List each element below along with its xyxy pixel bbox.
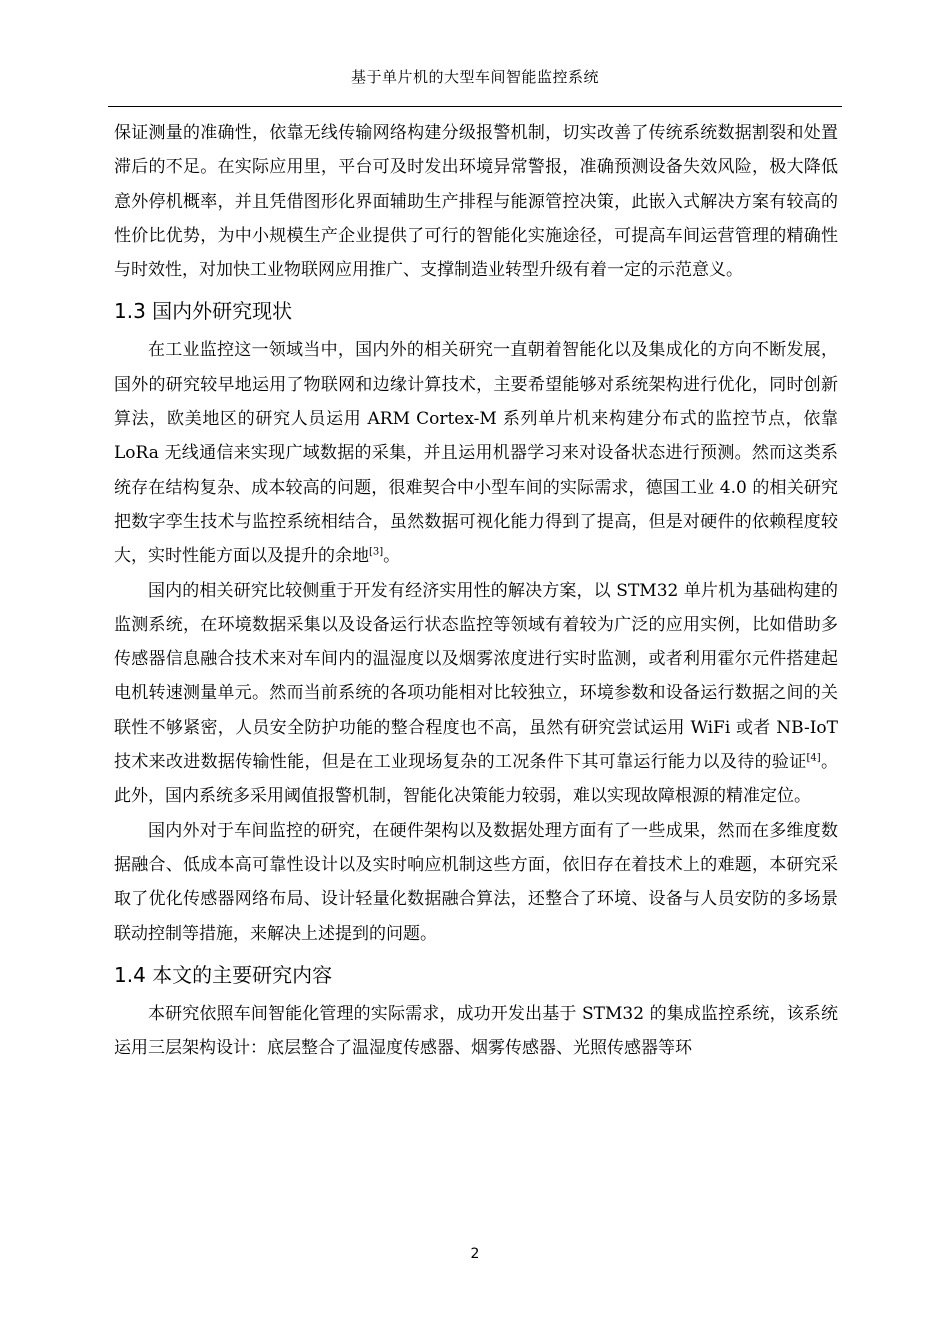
section-heading-1-3: 1.3 国内外研究现状: [114, 299, 293, 324]
paragraph-foreign-research: [114, 333, 838, 573]
paragraph-intro-continued: 保证测量的准确性，依靠无线传输网络构建分级报警机制，切实改善了传统系统数据割裂和处置滞后的不足。在实际应用里，平台可及时发出环境异常警报，准确预测设备失效风险，极大降低意外停机概率，并且凭借图形化界面辅助生产排程与能源管控决策，此嵌入式解决方案有较高的性价比优势，为中小规模生产企业提供了可行的智能化实施途径，可提高车间运营管理的精确性与时效性，对加快工业物联网应用推广、支撑制造业转型升级有着一定的示范意义。: [114, 123, 838, 281]
paragraph-research-summary: 国内外对于车间监控的研究，在硬件架构以及数据处理方面有了一些成果，然而在多维度数据融合、低成本高可靠性设计以及实时响应机制这些方面，依旧存在着技术上的难题，本研究采取了优化传感器网络布局、设计轻量化数据融合算法，还整合了环境、设备与人员安防的多场景联动控制等措施，来解决上述提到的问题。: [114, 820, 838, 944]
header-rule: [108, 106, 842, 107]
paragraph-domestic-research: [114, 574, 838, 814]
section-heading-1-4: 1.4 本文的主要研究内容: [114, 962, 333, 987]
page-number: 2: [470, 1246, 480, 1262]
paragraph-text-end: 。此外，国内系统多采用阈值报警机制，智能化决策能力较弱，难以实现故障根源的精准定位。: [114, 752, 839, 807]
paragraph-text: 在工业监控这一领域当中，国内外的相关研究一直朝着智能化以及集成化的方向不断发展，国外的研究较早地运用了物联网和边缘计算技术，主要希望能够对系统架构进行优化，同时创新算法，欧美地区的研究人员运用 ARM Cortex-M 系列单片机来构建分布式的监控节点，依靠 LoRa 无线通信来实现广域数据的采集，并且运用机器学习来对设备状态进行预测。然而这类系统存在结构复杂、成本较高的问题，很难契合中小型车间的实际需求，德国工业 4.0 的相关研究把数字孪生技术与监控系统相结合，虽然数据可视化能力得到了提高，但是对硬件的依赖程度较大，实时性能方面以及提升的余地: [114, 340, 838, 567]
paragraph-main-content: 本研究依照车间智能化管理的实际需求，成功开发出基于 STM32 的集成监控系统，该系统运用三层架构设计：底层整合了温湿度传感器、烟雾传感器、光照传感器等环: [114, 1003, 838, 1059]
page-body: [114, 116, 838, 1065]
paragraph-text: 国内的相关研究比较侧重于开发有经济实用性的解决方案，以 STM32 单片机为基础构建的监测系统，在环境数据采集以及设备运行状态监控等领域有着较为广泛的应用实例，比如借助多传感器信息融合技术来对车间内的温湿度以及烟雾浓度进行实时监测，或者利用霍尔元件搭建起电机转速测量单元。然而当前系统的各项功能相对比较独立，环境参数和设备运行数据之间的关联性不够紧密，人员安全防护功能的整合程度也不高，虽然有研究尝试运用 WiFi 或者 NB-IoT 技术来改进数据传输性能，但是在工业现场复杂的工况条件下其可靠运行能力以及待的验证: [114, 580, 838, 773]
citation-4: [4]: [806, 752, 821, 764]
running-header: 基于单片机的大型车间智能监控系统: [350, 68, 599, 86]
citation-3: [3]: [369, 546, 384, 558]
paragraph-text-end: 。: [383, 546, 401, 567]
